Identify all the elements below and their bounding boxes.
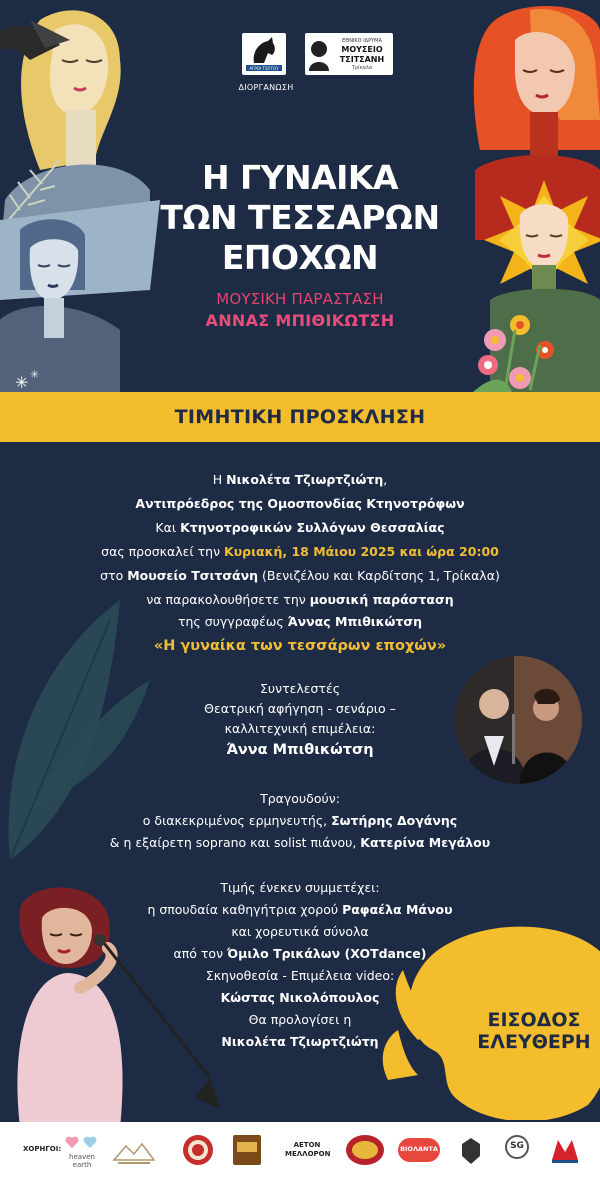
organizer-logo-1-text: ΑΓΡΟΙ ΤΣΙΓΓΟΥ — [249, 66, 279, 71]
svg-text:✳: ✳ — [30, 368, 40, 381]
host-name: Νικολέτα Τζιωρτζιώτη — [226, 472, 384, 487]
organizer-label: ΔΙΟΡΓΑΝΩΣΗ — [238, 83, 294, 92]
body-line-1 — [0, 470, 600, 489]
body-text: της συγγραφέως — [177, 614, 288, 629]
singer-name: Σωτήρης Δογάνης — [331, 813, 458, 828]
sponsor-logo-crest — [458, 1136, 484, 1166]
body-text: από τον — [173, 946, 228, 961]
singers-heading: Τραγουδούν: — [260, 791, 340, 806]
author-name: ΑΝΝΑΣ ΜΠΙΘΙΚΩΤΣΗ — [205, 311, 395, 330]
credits-line-2: Θεατρική αφήγηση - σενάριο – — [204, 701, 396, 716]
sponsor-heaven-text: heaven — [69, 1153, 95, 1161]
body-text: & η εξαίρετη soprano και solist πιάνου, — [109, 835, 361, 850]
sponsor-logo-m — [550, 1136, 580, 1164]
title-line-1: Η ΓΥΝΑΙΚΑ — [201, 158, 399, 197]
honor-line-1 — [0, 900, 600, 919]
direction-heading: Σκηνοθεσία - Επιμέλεια video: — [205, 968, 395, 983]
credits-line-3: καλλιτεχνική επιμέλεια: — [224, 721, 376, 736]
dance-group-name: Όμιλο Τρικάλων (XOTdance) — [227, 946, 427, 961]
free-entry-line-1: ΕΙΣΟΔΟΣ — [487, 1009, 581, 1031]
sponsor-lameloni-text: ΑΕΤΟΝ ΜΕΛΛΟΡΟΝ — [285, 1141, 331, 1158]
title-line-3: ΕΠΟΧΩΝ — [221, 238, 379, 277]
body-line-3 — [0, 518, 600, 537]
sponsor-logo-sg — [505, 1135, 529, 1159]
hearts-icon — [64, 1135, 100, 1149]
body-text: Η — [212, 472, 227, 487]
event-type: μουσική παράσταση — [309, 592, 454, 607]
sponsor-logo-heaven-earth — [64, 1134, 100, 1168]
body-text: Και — [155, 520, 181, 535]
credits-heading: Συντελεστές — [259, 681, 341, 696]
event-datetime: Κυριακή, 18 Μάιου 2025 και ώρα 20:00 — [224, 544, 499, 559]
subtitle: ΜΟΥΣΙΚΗ ΠΑΡΑΣΤΑΣΗ — [216, 290, 384, 308]
body-text: να παρακολουθήσετε την — [146, 592, 310, 607]
organizer-logo-2-line1: ΕΘΝΙΚΟ ΙΔΡΥΜΑ — [342, 38, 382, 44]
sponsor-sg-text: SG — [510, 1141, 524, 1151]
sponsor-earth-text: earth — [72, 1161, 92, 1169]
organizer-logo-2-line4: Τρίκαλα — [351, 65, 373, 71]
honor-line-2: και χορευτικά σύνολα — [231, 924, 369, 939]
show-title: «Η γυναίκα των τεσσάρων εποχών» — [153, 638, 447, 654]
svg-text:✳: ✳ — [15, 373, 29, 392]
body-line-7 — [0, 612, 600, 631]
body-text: στο — [100, 568, 128, 583]
organizer-logo-1 — [242, 33, 286, 75]
venue-name: Μουσείο Τσιτσάνη — [127, 568, 259, 583]
intro-heading: Θα προλογίσει η — [248, 1012, 352, 1027]
sponsor-logo-oval-red — [345, 1134, 385, 1166]
portrait-icon — [307, 37, 331, 71]
body-text: η σπουδαία καθηγήτρια χορού — [147, 902, 343, 917]
invitation-band — [0, 392, 600, 442]
free-entry-line-2: ΕΛΕΥΘΕΡΗ — [477, 1031, 591, 1053]
sponsor-logo-biolanta — [398, 1138, 440, 1162]
sponsor-biolanta-text: ΒΙΟΛΑΝΤΑ — [400, 1145, 438, 1153]
director-name: Κώστας Νικολόπουλος — [220, 990, 380, 1005]
body-line-5 — [0, 566, 600, 585]
singers-line-1 — [0, 811, 600, 830]
intro-speaker-name: Νικολέτα Τζιωρτζιώτη — [221, 1034, 379, 1049]
body-line-4 — [0, 542, 600, 561]
title-line-2: ΤΩΝ ΤΕΣΣΑΡΩΝ — [160, 198, 440, 237]
venue-address: (Βενιζέλου και Καρδίτσης 1, Τρίκαλα) — [258, 568, 500, 583]
singers-line-2 — [0, 833, 600, 852]
honor-heading: Τιμής ένεκεν συμμετέχει: — [220, 880, 380, 895]
body-line-6 — [0, 590, 600, 609]
organizer-logo-2-line3: ΤΣΙΤΣΑΝΗ — [339, 55, 385, 64]
body-line-2: Αντιπρόεδρος της Ομοσπονδίας Κτηνοτρόφων — [135, 496, 465, 511]
dancer-name: Ραφαέλα Μάνου — [342, 902, 453, 917]
association-name: Κτηνοτροφικών Συλλόγων Θεσσαλίας — [180, 520, 445, 535]
body-text: ο διακεκριμένος ερμηνευτής, — [142, 813, 332, 828]
sponsor-logo-round-red — [182, 1134, 214, 1166]
credits-author: Άννα Μπιθικώτση — [226, 742, 374, 758]
invitation-heading: ΤΙΜΗΤΙΚΗ ΠΡΟΣΚΛΗΣΗ — [174, 406, 426, 428]
singer-name: Κατερίνα Μεγάλου — [360, 835, 491, 850]
body-text: , — [383, 472, 388, 487]
sponsors-label: ΧΟΡΗΓΟΙ: — [23, 1145, 62, 1153]
body-text: σας προσκαλεί την — [101, 544, 225, 559]
organizer-logo-2 — [305, 33, 393, 75]
writer-name: Άννας Μπιθικώτση — [287, 614, 423, 629]
sponsor-logo-mountain — [112, 1140, 156, 1166]
sponsor-logo-box — [232, 1134, 262, 1166]
organizer-logo-2-line2: ΜΟΥΣΕΙΟ — [341, 45, 383, 54]
